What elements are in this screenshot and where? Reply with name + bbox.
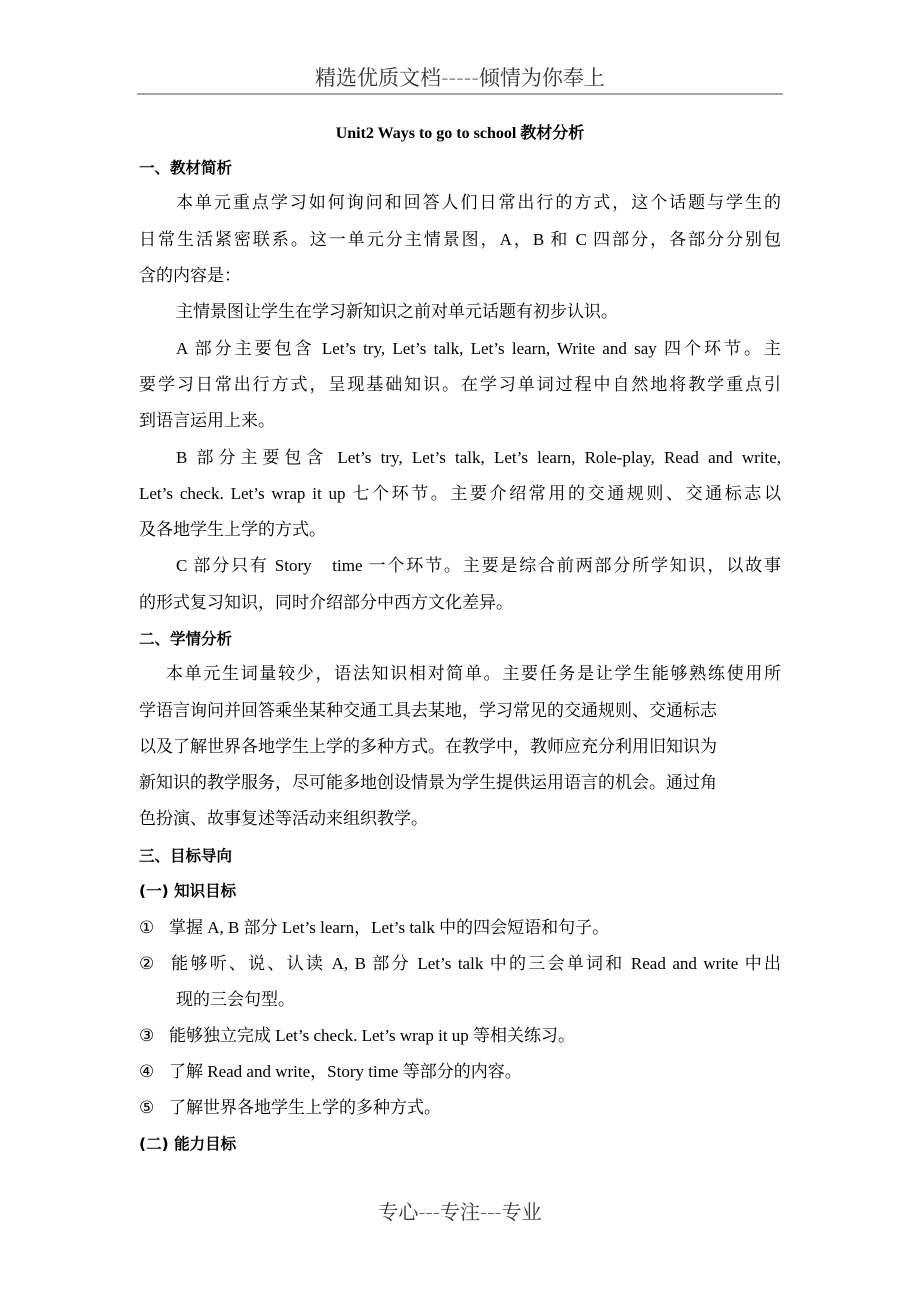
paragraph-line: 到语言运用上来。 (139, 411, 275, 430)
goal-item-2 (139, 953, 781, 975)
section-heading-1: 一、教材简析 (139, 159, 233, 177)
item-text: 能够独立完成 Let’s check. Let’s wrap it up 等相关练习。 (169, 1026, 576, 1045)
goal-item-1 (139, 917, 781, 939)
goal-item-2-continuation: 现的三会句型。 (176, 990, 295, 1009)
paragraph-line: 新知识的教学服务，尽可能多地创设情景为学生提供运用语言的机会。通过角 (139, 773, 717, 792)
item-text: 能够听、说、认读 A, B 部分 Let’s talk 中的三会单词和 Read and write 中出 (169, 954, 781, 973)
subsection-heading-ability: (二) 能力目标 (139, 1135, 237, 1153)
paragraph-line: Let’s check. Let’s wrap it up 七个环节。主要介绍常用的交通规则、交通标志以 (139, 484, 781, 503)
subsection-heading-knowledge: (一) 知识目标 (139, 882, 237, 900)
page-header: 精选优质文档-----倾情为你奉上 (315, 66, 605, 90)
goal-item-3 (139, 1025, 781, 1047)
paragraph-line: 主情景图让学生在学习新知识之前对单元话题有初步认识。 (176, 302, 618, 321)
item-number: ① (139, 918, 155, 937)
item-number: ⑤ (139, 1098, 155, 1117)
section-heading-2: 二、学情分析 (139, 630, 233, 648)
paragraph-line: 学语言询问并回答乘坐某种交通工具去某地，学习常见的交通规则、交通标志 (139, 701, 717, 720)
item-number: ③ (139, 1026, 155, 1045)
item-text: 了解世界各地学生上学的多种方式。 (169, 1098, 441, 1117)
paragraph-line: 要学习日常出行方式，呈现基础知识。在学习单词过程中自然地将教学重点引 (139, 375, 781, 394)
goal-item-4 (139, 1061, 781, 1083)
paragraph-line: 及各地学生上学的方式。 (139, 520, 326, 539)
section-heading-3: 三、目标导向 (139, 847, 233, 865)
paragraph-line: 日常生活紧密联系。这一单元分主情景图，A，B 和 C 四部分，各部分分别包 (139, 230, 781, 249)
item-number: ④ (139, 1062, 155, 1081)
paragraph-line: B 部分主要包含 Let’s try, Let’s talk, Let’s learn, Role-play, Read and write, (176, 448, 781, 467)
item-number: ② (139, 954, 155, 973)
paragraph-line: A 部分主要包含 Let’s try, Let’s talk, Let’s learn, Write and say 四个环节。主 (176, 339, 781, 358)
paragraph-line: 本单元生词量较少，语法知识相对简单。主要任务是让学生能够熟练使用所 (166, 664, 781, 683)
paragraph-line: 以及了解世界各地学生上学的多种方式。在教学中，教师应充分利用旧知识为 (139, 737, 717, 756)
paragraph-line: 色扮演、故事复述等活动来组织教学。 (139, 809, 428, 828)
item-text: 了解 Read and write，Story time 等部分的内容。 (169, 1062, 522, 1081)
paragraph-line: 含的内容是： (139, 266, 241, 285)
goal-item-5 (139, 1097, 781, 1119)
document-title: Unit2 Ways to go to school 教材分析 (335, 125, 585, 142)
paragraph-line: 的形式复习知识，同时介绍部分中西方文化差异。 (139, 593, 513, 612)
header-divider (137, 93, 783, 95)
page-footer: 专心---专注---专业 (378, 1200, 542, 1224)
paragraph-line: 本单元重点学习如何询问和回答人们日常出行的方式，这个话题与学生的 (176, 193, 781, 212)
paragraph-line: C 部分只有 Story time 一个环节。主要是综合前两部分所学知识，以故事 (176, 556, 781, 575)
item-text: 掌握 A, B 部分 Let’s learn，Let’s talk 中的四会短语和句子。 (169, 918, 610, 937)
